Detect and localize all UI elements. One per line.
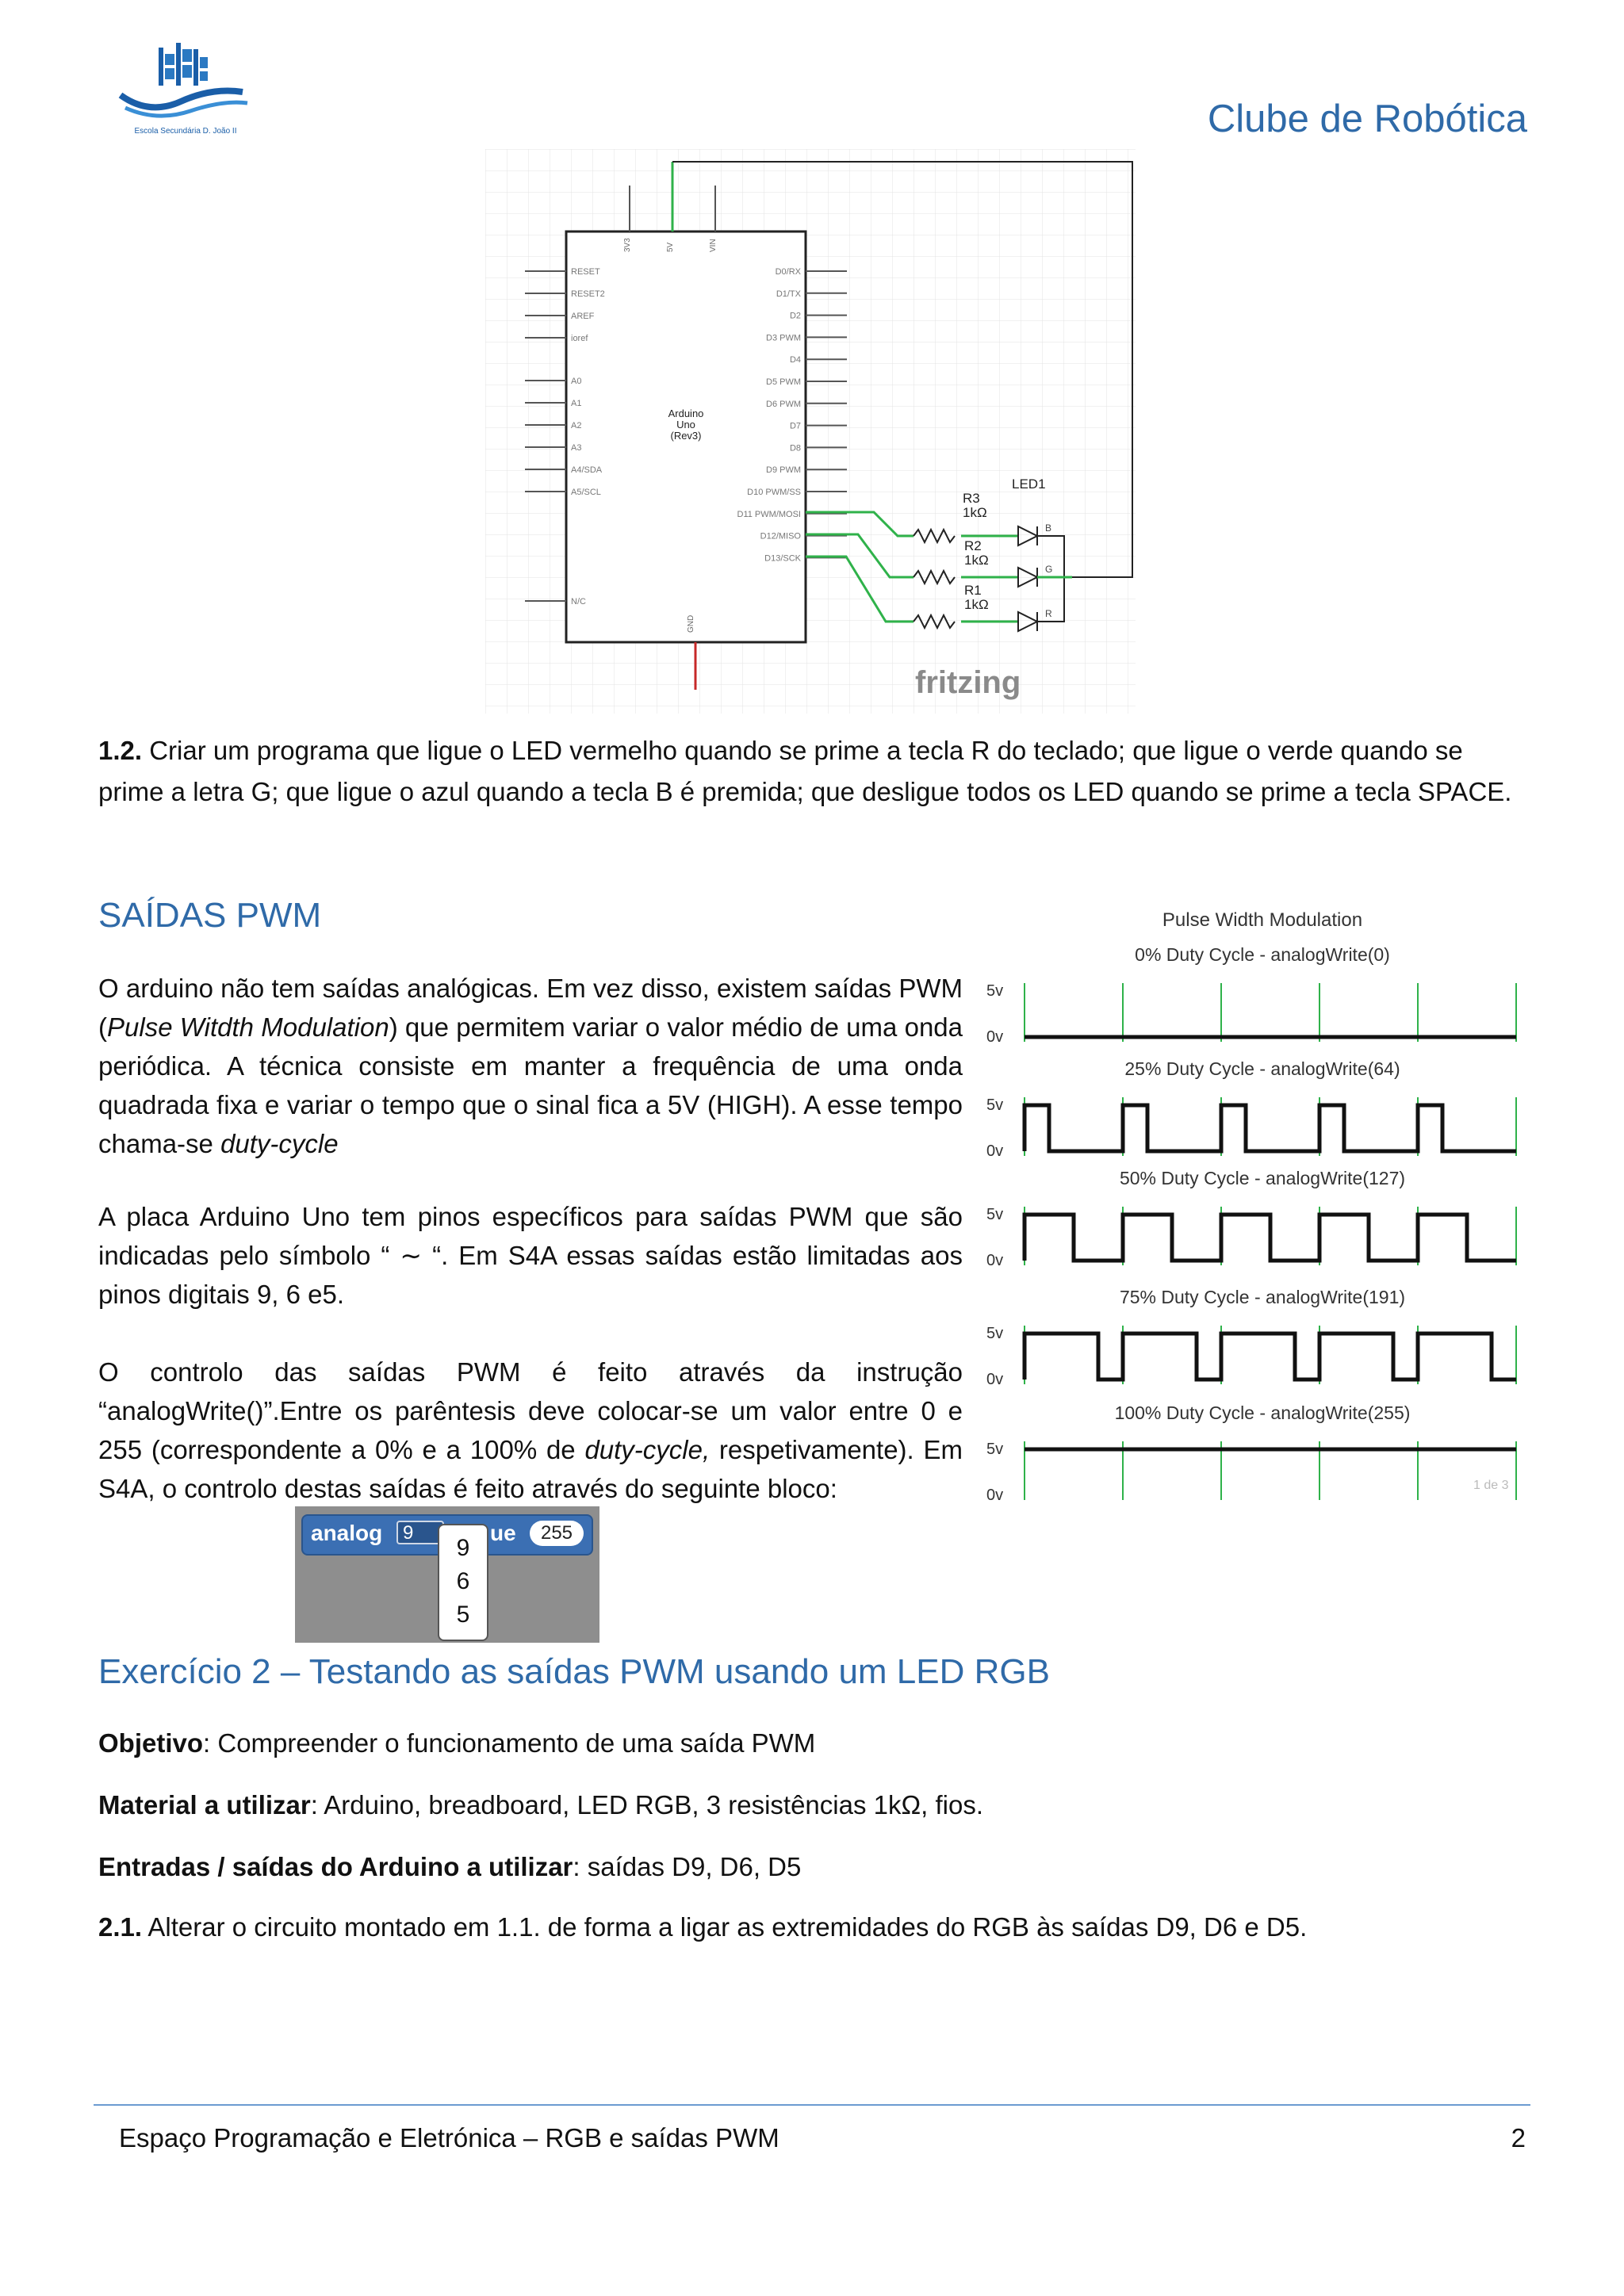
led1-label: LED1 [1012, 476, 1046, 492]
r2-value: 1kΩ [964, 553, 989, 568]
r3-value: 1kΩ [963, 505, 987, 520]
value-input[interactable]: 255 [530, 1521, 584, 1546]
right-pin-label: D2 [789, 311, 801, 321]
right-pin-label: D12/MISO [760, 531, 801, 541]
exercise-1-2-line1 [98, 731, 1463, 770]
exercise-1-2-text1: Criar um programa que ligue o LED vermelho quando se prime a tecla R do teclado; que ligue o verde quando se [149, 736, 1463, 765]
right-pin-label: D10 PWM/SS [747, 488, 801, 497]
board-label-2: Uno [676, 419, 695, 430]
exercise2-io: Entradas / saídas do Arduino a utilizar: saídas D9, D6, D5 [98, 1852, 802, 1881]
pwm-chart [975, 894, 1530, 1521]
ship-logo-icon [117, 40, 254, 143]
pwm-paragraph-3: O controlo das saídas PWM é feito através da instrução “analogWrite()”.Entre os parêntesis deve colocar-se um valor entre 0 e 255 (correspondente a 0% e a 100% de duty-cycle, respetivamente). Em S4A, o controlo destas saídas é feito através do seguinte bloco: [98, 1357, 963, 1503]
right-pin-label: D13/SCK [764, 553, 801, 564]
left-pin-label: A2 [571, 421, 582, 430]
pin-vin: VIN [709, 239, 718, 252]
right-pin-label: D6 PWM [766, 399, 801, 409]
right-pin-label: D3 PWM [766, 333, 801, 343]
page-number: 2 [1511, 2123, 1526, 2152]
right-pin-label: D0/RX [775, 267, 801, 277]
pin-dropdown-menu[interactable] [438, 1524, 488, 1641]
pin-3v3: 3V3 [623, 238, 632, 252]
pwm-paragraph-1: O arduino não tem saídas analógicas. Em vez disso, existem saídas PWM (Pulse Witdth Modulation) que permitem variar o valor médio de uma onda periódica. A técnica consiste em manter a frequência de uma onda quadrada fixa e variar o tempo que o sinal fica a 5V (HIGH). A esse tempo chama-se duty-cycle [98, 974, 963, 1158]
duty-cycle-label: 0% Duty Cycle - analogWrite(0) [1135, 944, 1390, 965]
right-pin-label: D7 [789, 421, 801, 431]
board-label-3: (Rev3) [670, 430, 702, 442]
voltage-high-label: 5v [986, 1096, 1004, 1114]
dropdown-option[interactable]: 5 [456, 1601, 470, 1628]
exercise2-material: Material a utilizar: Arduino, breadboard, LED RGB, 3 resistências 1kΩ, fios. [98, 1790, 984, 1820]
voltage-low-label: 0v [986, 1252, 1004, 1269]
left-pin-label: ioref [571, 334, 588, 343]
left-pin-label: RESET2 [571, 289, 605, 299]
led-r-label: R [1045, 608, 1052, 619]
led-b-label: B [1045, 522, 1052, 534]
footer-divider [94, 2104, 1530, 2106]
pwm-paragraph-2: A placa Arduino Uno tem pinos específicos para saídas PWM que são indicadas pelo símbolo “ ∼ “. Em S4A essas saídas estão limitadas aos pinos digitais 9, 6 e5. [98, 1202, 963, 1309]
header-title: Clube de Robótica [1207, 98, 1527, 140]
exercise2-objective: Objetivo: Compreender o funcionamento de uma saída PWM [98, 1728, 816, 1758]
page-mark: 1 de 3 [1473, 1479, 1509, 1492]
right-pin-label: D1/TX [776, 289, 801, 299]
fritzing-watermark: fritzing [915, 665, 1021, 700]
pwm-section-heading: SAÍDAS PWM [98, 896, 322, 935]
dropdown-option[interactable]: 6 [456, 1568, 470, 1594]
block-label: analog [311, 1521, 383, 1545]
pin-dropdown[interactable] [396, 1521, 444, 1544]
left-pin-label: A5/SCL [571, 488, 601, 497]
left-pin-label: A1 [571, 399, 582, 408]
r2-name: R2 [964, 538, 982, 553]
left-pin-label: RESET [571, 267, 600, 277]
left-pin-label: A0 [571, 377, 582, 386]
s4a-analog-block[interactable] [295, 1506, 599, 1643]
school-logo [117, 40, 254, 143]
circuit-schematic [485, 149, 1136, 714]
led-g-label: G [1045, 564, 1053, 575]
footer-text: Espaço Programação e Eletrónica – RGB e saídas PWM [119, 2123, 779, 2152]
exercise2-heading: Exercício 2 – Testando as saídas PWM usando um LED RGB [98, 1652, 1050, 1691]
voltage-high-label: 5v [986, 1441, 1004, 1458]
r1-value: 1kΩ [964, 597, 989, 612]
right-pin-label: D5 PWM [766, 377, 801, 387]
right-pin-label: D4 [789, 355, 801, 365]
voltage-high-label: 5v [986, 1325, 1004, 1342]
voltage-low-label: 0v [986, 1487, 1004, 1504]
duty-cycle-label: 75% Duty Cycle - analogWrite(191) [1119, 1287, 1406, 1307]
dropdown-option[interactable]: 9 [456, 1535, 470, 1561]
left-pin-label: A4/SDA [571, 465, 603, 475]
r1-name: R1 [964, 583, 982, 598]
duty-cycle-label: 50% Duty Cycle - analogWrite(127) [1119, 1168, 1406, 1188]
left-pin-label: N/C [571, 597, 586, 607]
voltage-low-label: 0v [986, 1371, 1004, 1388]
pin-gnd: GND [687, 614, 695, 633]
right-pin-label: D11 PWM/MOSI [737, 509, 801, 519]
r3-name: R3 [963, 491, 980, 506]
voltage-low-label: 0v [986, 1028, 1004, 1046]
left-pin-label: A3 [571, 443, 582, 453]
voltage-high-label: 5v [986, 982, 1004, 1000]
logo-caption: Escola Secundária D. João II [134, 127, 237, 136]
pin-dropdown-value: 9 [403, 1522, 414, 1544]
voltage-low-label: 0v [986, 1142, 1004, 1160]
voltage-high-label: 5v [986, 1206, 1004, 1223]
right-pin-label: D9 PWM [766, 465, 801, 476]
exercise2-step: 2.1. Alterar o circuito montado em 1.1. de forma a ligar as extremidades do RGB às saídas D9, D6 e D5. [98, 1912, 1308, 1942]
pwm-chart-title: Pulse Width Modulation [1162, 909, 1363, 931]
duty-cycle-label: 25% Duty Cycle - analogWrite(64) [1124, 1058, 1400, 1079]
board-label-1: Arduino [668, 408, 704, 419]
right-pin-label: D8 [789, 443, 801, 453]
block-value-label: ue [490, 1521, 516, 1545]
pin-5v: 5V [666, 242, 675, 252]
duty-cycle-label: 100% Duty Cycle - analogWrite(255) [1114, 1402, 1411, 1423]
left-pin-label: AREF [571, 312, 595, 321]
exercise-1-2-number: 1.2. [98, 736, 143, 765]
exercise-1-2-text2: prime a letra G; que ligue o azul quando a tecla B é premida; que desligue todos os LED quando se prime a tecla SPACE. [98, 777, 1512, 806]
